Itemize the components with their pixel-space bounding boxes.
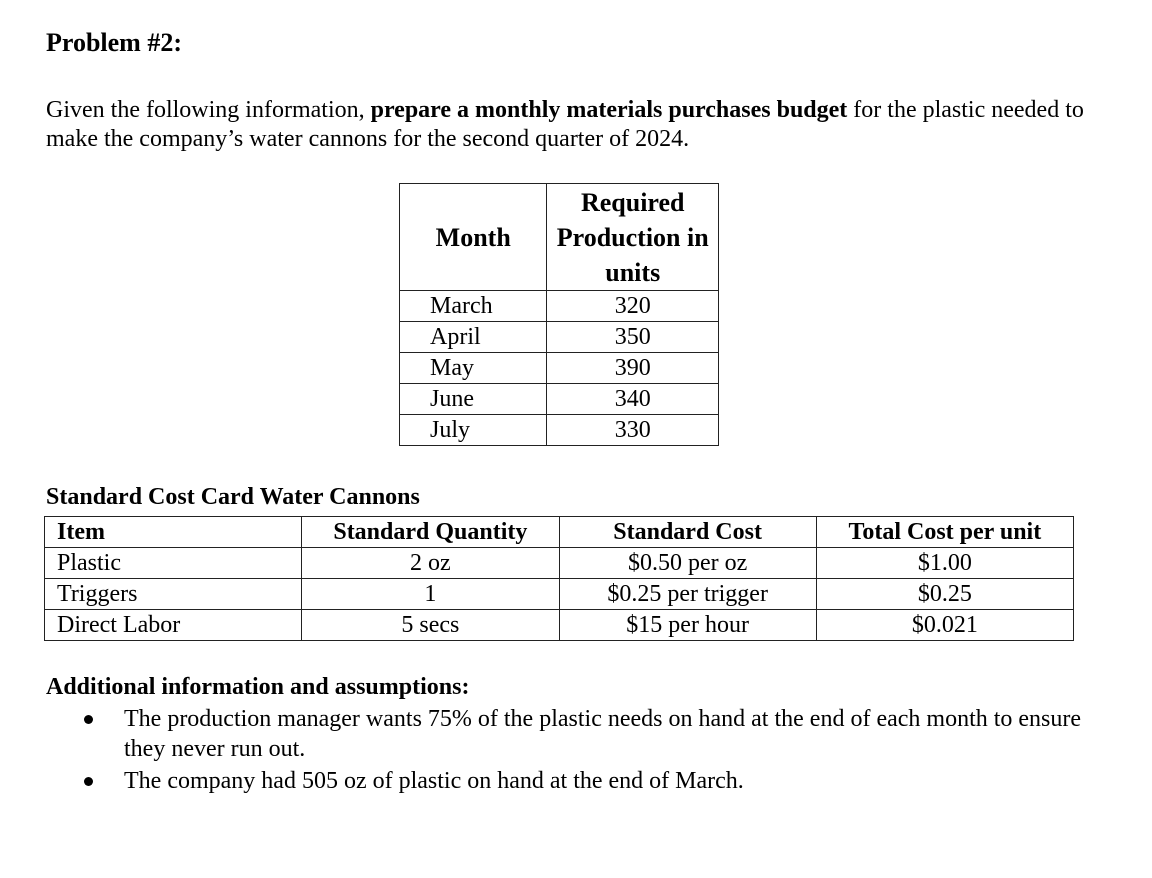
item-header: Item <box>45 517 302 548</box>
total-cell: $1.00 <box>816 548 1073 579</box>
problem-title: Problem #2: <box>46 28 182 57</box>
problem-intro <box>46 96 1126 154</box>
item-cell: Triggers <box>45 579 302 610</box>
table-row <box>45 548 1074 579</box>
month-cell: May <box>400 353 547 384</box>
assumptions-list <box>80 704 1090 798</box>
table-row <box>45 610 1074 641</box>
bullet-icon <box>84 715 93 724</box>
bullet-icon <box>84 777 93 786</box>
production-table-header <box>400 184 719 291</box>
list-item-text: The company had 505 oz of plastic on hand at the end of March. <box>124 768 744 794</box>
quantity-cell: 2 oz <box>302 548 559 579</box>
list-item <box>80 766 1090 796</box>
units-cell: 390 <box>547 353 719 384</box>
cost-card-header <box>45 517 1074 548</box>
total-cell: $0.021 <box>816 610 1073 641</box>
month-cell: June <box>400 384 547 415</box>
cost-card-table <box>44 516 1074 641</box>
list-item <box>80 704 1090 764</box>
month-cell: July <box>400 415 547 446</box>
month-cell: March <box>400 291 547 322</box>
item-cell: Direct Labor <box>45 610 302 641</box>
table-row <box>400 322 719 353</box>
table-row <box>400 415 719 446</box>
month-cell: April <box>400 322 547 353</box>
total-cell: $0.25 <box>816 579 1073 610</box>
quantity-cell: 1 <box>302 579 559 610</box>
standard-cost-header: Standard Cost <box>559 517 816 548</box>
units-cell: 350 <box>547 322 719 353</box>
intro-text-bold: prepare a monthly materials purchases budget <box>370 97 848 123</box>
required-production-header: Required Production in units <box>547 184 719 291</box>
standard-quantity-header: Standard Quantity <box>302 517 559 548</box>
cost-card-title: Standard Cost Card Water Cannons <box>46 484 420 510</box>
month-header: Month <box>400 184 547 291</box>
production-table <box>399 183 719 446</box>
table-row <box>400 384 719 415</box>
total-cost-header: Total Cost per unit <box>816 517 1073 548</box>
intro-text-start: Given the following information, <box>46 97 371 123</box>
item-cell: Plastic <box>45 548 302 579</box>
table-row <box>400 353 719 384</box>
units-cell: 340 <box>547 384 719 415</box>
cost-cell: $0.25 per trigger <box>559 579 816 610</box>
table-row <box>400 291 719 322</box>
units-cell: 330 <box>547 415 719 446</box>
units-cell: 320 <box>547 291 719 322</box>
intro-text-end: for the plastic needed to make the company’s water cannons for the second quarter of 2024. <box>46 97 1084 152</box>
cost-cell: $0.50 per oz <box>559 548 816 579</box>
cost-cell: $15 per hour <box>559 610 816 641</box>
additional-info-title: Additional information and assumptions: <box>46 674 470 700</box>
quantity-cell: 5 secs <box>302 610 559 641</box>
list-item-text: The production manager wants 75% of the plastic needs on hand at the end of each month to ensure they never run out. <box>124 706 1082 762</box>
table-row <box>45 579 1074 610</box>
